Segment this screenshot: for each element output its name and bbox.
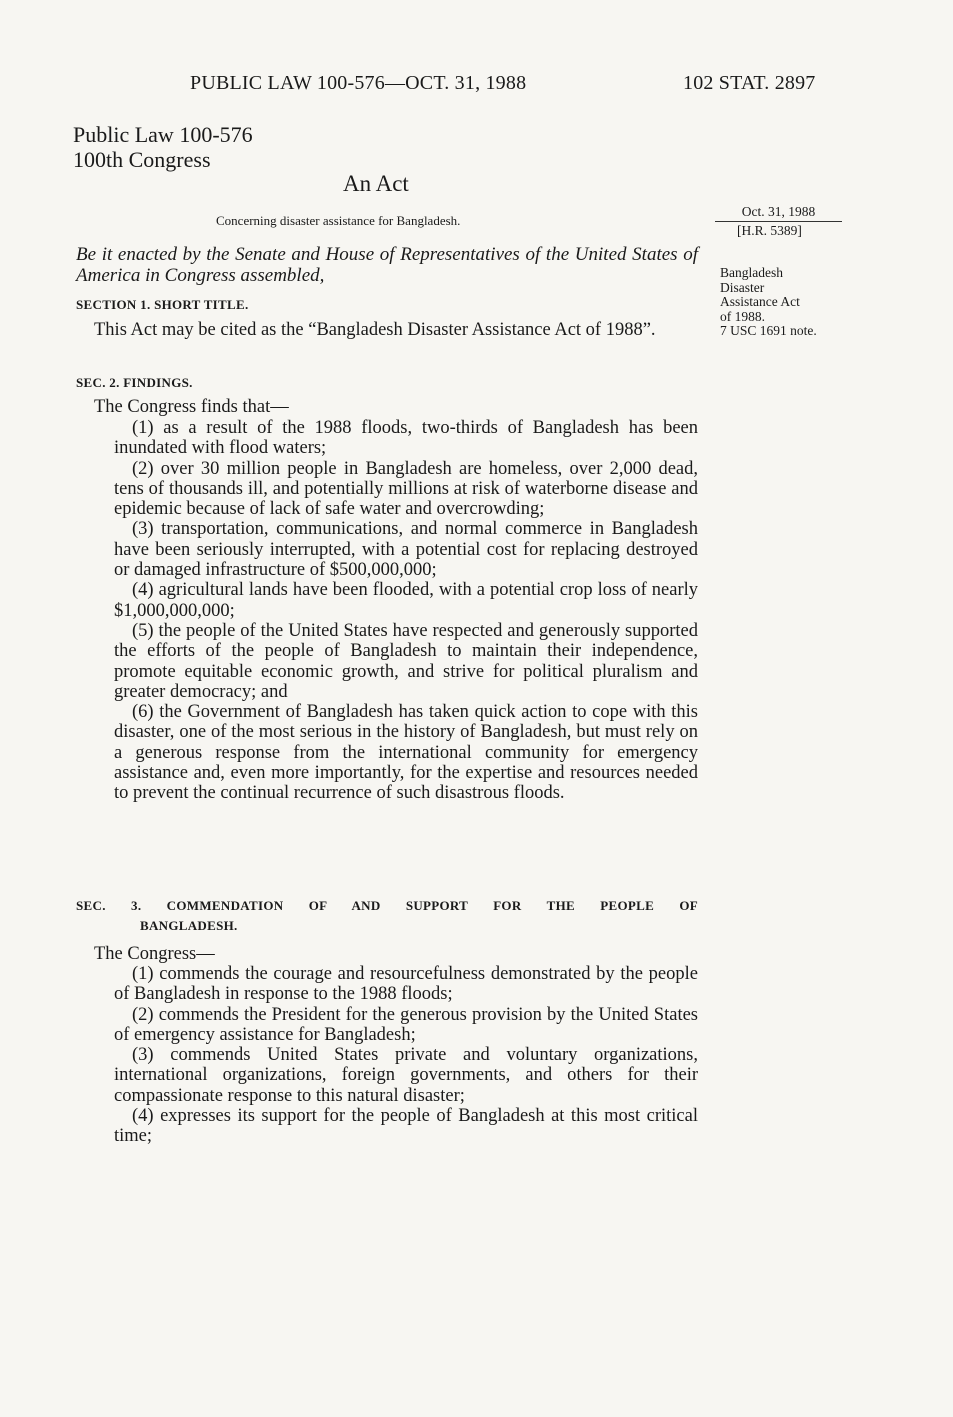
finding-item: (1) as a result of the 1988 floods, two-thirds of Bangladesh has been inundated with flood waters; (114, 418, 698, 459)
section-1-heading: SECTION 1. SHORT TITLE. (76, 297, 249, 312)
finding-item: (2) over 30 million people in Bangladesh are homeless, over 2,000 dead, tens of thousands ill, and potentially millions at risk of waterborne disease and epidemic because of lack of safe water and overcrowding; (114, 458, 698, 520)
section-2-heading: SEC. 2. FINDINGS. (76, 375, 193, 390)
commendation-item: (4) expresses its support for the people of Bangladesh at this most critical time; (114, 1106, 698, 1147)
finding-item: (4) agricultural lands have been flooded, with a potential crop loss of nearly $1,000,000,000; (114, 580, 698, 621)
margin-note-line: Disaster (720, 279, 765, 295)
section-1-text: This Act may be cited as the “Bangladesh Disaster Assistance Act of 1988”. (94, 320, 656, 340)
section-3-heading: SEC. 3. COMMENDATION OF AND SUPPORT FOR THE PEOPLE OF (76, 898, 698, 913)
commendation-item: (3) commends United States private and voluntary organizations, international organizations, foreign governments, and others for their compassionate response to this natural disaster; (114, 1045, 698, 1106)
findings-list (114, 418, 698, 804)
act-heading: An Act (343, 171, 409, 196)
stat-reference: 102 STAT. 2897 (683, 72, 816, 94)
enacting-clause: Be it enacted by the Senate and House of Representatives of the United States of America in Congress assembled, (76, 244, 698, 286)
section-3-heading-continued: BANGLADESH. (140, 918, 238, 933)
margin-note-line: of 1988. (720, 308, 765, 324)
commendations-list (114, 964, 698, 1147)
margin-note (720, 266, 860, 339)
finding-item: (6) the Government of Bangladesh has taken quick action to cope with this disaster, one of the most serious in the history of Bangladesh, but must rely on a generous response from the international community for emergency assistance and, even more importantly, for the expertise and resources needed to prevent the continual recurrence of such disastrous floods. (114, 702, 698, 804)
section-3-intro: The Congress— (94, 944, 215, 964)
act-purpose: Concerning disaster assistance for Bangladesh. (216, 213, 461, 228)
section-2-intro: The Congress finds that— (94, 397, 289, 417)
margin-note-line: Assistance Act (720, 294, 800, 309)
finding-item: (3) transportation, communications, and normal commerce in Bangladesh have been seriously interrupted, with a potential cost for replacing destroyed or damaged infrastructure of $500,000,000; (114, 519, 698, 581)
congress-number: 100th Congress (73, 147, 211, 172)
margin-date: Oct. 31, 1988 (715, 205, 842, 222)
margin-bill-number: [H.R. 5389] (737, 223, 802, 238)
running-title: PUBLIC LAW 100-576—OCT. 31, 1988 (190, 72, 527, 94)
margin-note-line: 7 USC 1691 note. (720, 323, 817, 338)
law-number: Public Law 100-576 (73, 122, 253, 147)
commendation-item: (2) commends the President for the generous provision by the United States of emergency assistance for Bangladesh; (114, 1004, 698, 1045)
finding-item: (5) the people of the United States have respected and generously supported the efforts of the people of Bangladesh to maintain their independence, promote equitable economic growth, and strive for political pluralism and greater democracy; and (114, 620, 698, 702)
margin-note-line: Bangladesh (720, 265, 783, 280)
commendation-item: (1) commends the courage and resourcefulness demonstrated by the people of Bangladesh in response to the 1988 floods; (114, 964, 698, 1005)
